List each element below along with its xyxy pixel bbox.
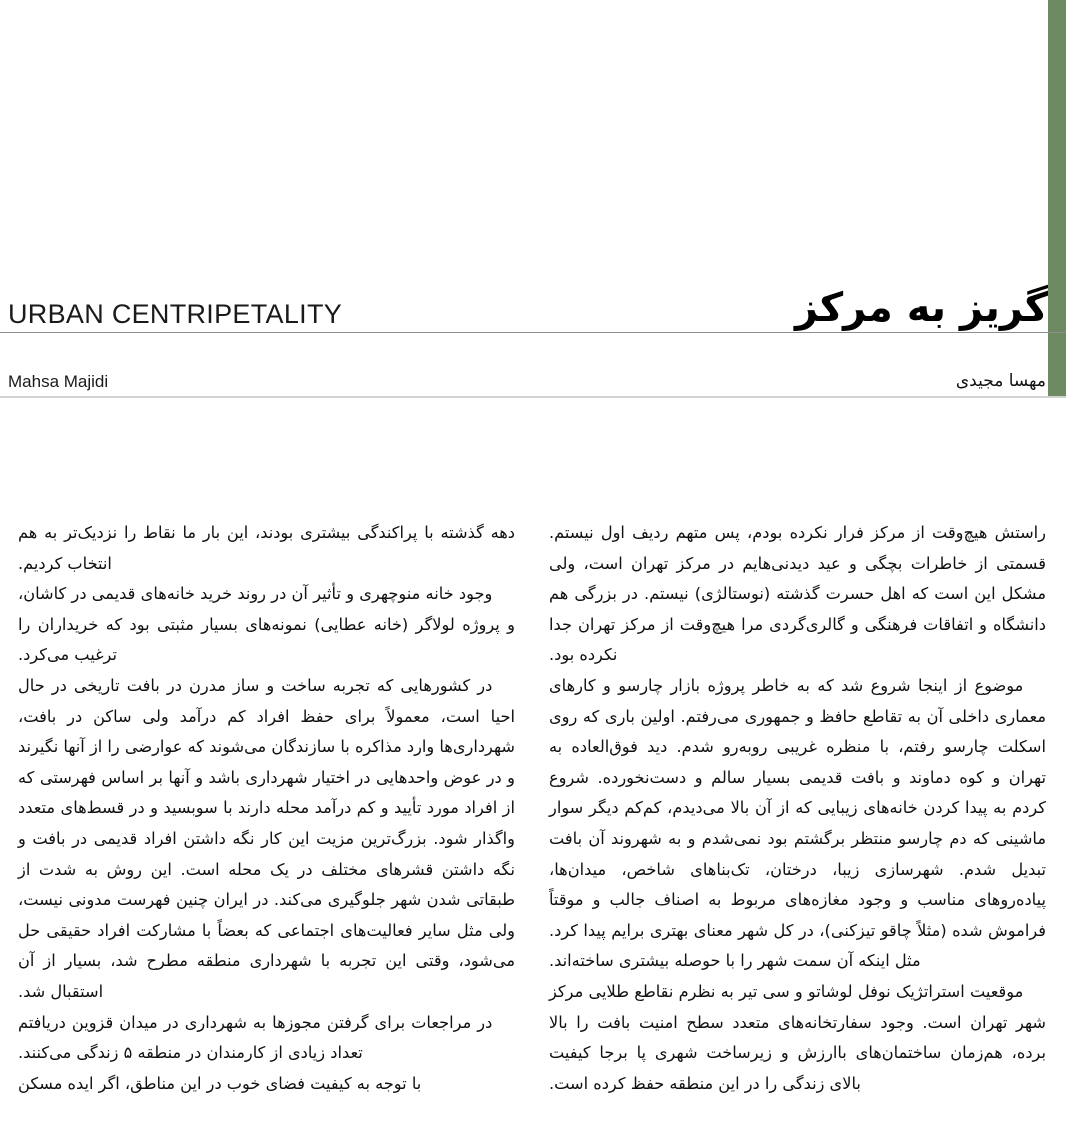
paragraph: وجود خانه منوچهری و تأثیر آن در روند خرید خانه‌های قدیمی در کاشان، و پروژه لولاگر (خانه عطایی) نمونه‌های بسیار مثبتی بود که خریداران را ترغیب می‌کرد. <box>18 584 515 665</box>
author-name-fa: مهسا مجیدی <box>955 371 1046 391</box>
paragraph: در مراجعات برای گرفتن مجوزها به شهرداری در میدان قزوین دریافتم تعداد زیادی از کارمندان در منطقه ۵ زندگی می‌کنند. <box>18 1012 493 1063</box>
body-column-right <box>549 518 1046 1099</box>
author-divider <box>0 396 1066 398</box>
author-name-en: Mahsa Majidi <box>8 372 109 391</box>
paragraph: دهه گذشته با پراکندگی بیشتری بودند، این بار ما نقاط را نزدیک‌تر به هم انتخاب کردیم. <box>18 523 515 573</box>
paragraph: در کشورهایی که تجربه ساخت و ساز مدرن در بافت تاریخی در حال احیا است، معمولاً برای حفظ افراد کم درآمد ولی ساکن در بافت، شهرداری‌ها وارد مذاکره با سازندگان می‌شوند که عوارضی را از آنها نگیرند و در عوض واحدهایی در اختیار شهرداری باشد و آنها بر اساس فهرستی که از افراد مورد تأیید و کم درآمد محله دارند با سوبسید و در قسط‌های متعدد واگذار شود. بزرگ‌ترین مزیت این کار نگه داشتن افراد قدیمی در بافت و نگه داشتن قشرهای مختلف در یک محله است. این روش به شدت از طبقاتی شدن شهر جلوگیری می‌کند. در ایران چنین فهرست مدونی نیست، ولی مثل سایر فعالیت‌های اجتماعی که بعضاً با مشارکت افراد حقیقی حل می‌شود، وقتی این تجربه با شهرداری منطقه مطرح شد، بسیار از آن استقبال شد. <box>18 675 515 1001</box>
article-body <box>0 518 1066 1122</box>
paragraph: با توجه به کیفیت فضای خوب در این مناطق، اگر ایده مسکن <box>18 1073 422 1093</box>
body-column-left <box>18 518 515 1099</box>
paragraph: موقعیت استراتژیک نوفل لوشاتو و سی تیر به نظرم نقاطع طلایی مرکز شهر تهران است. وجود سفارتخانه‌های متعدد سطح امنیت بافت را بالا برده، هم‌زمان ساختمان‌های باارزش و زیرساخت شهری پا برجا کیفیت بالای زندگی را در این منطقه حفظ کرده است. <box>549 981 1046 1093</box>
article-header <box>0 0 1066 410</box>
paragraph: موضوع از اینجا شروع شد که به خاطر پروژه بازار چارسو و کارهای معماری داخلی آن به تقاطع حافظ و جمهوری می‌رفتم. اولین باری که روی اسکلت چارسو رفتم، با منظره غریبی روبه‌رو شدم. دید فوق‌العاده به تهران و کوه دماوند و بافت قدیمی بسیار سالم و دست‌نخورده. شروع کردم به پیدا کردن خانه‌های زیبایی که از آن بالا می‌دیدم، کم‌کم دیگر سوار ماشینی که دم چارسو منتظر برگشتم بود نمی‌شدم و به شهروند آن بافت تبدیل شدم. شهرسازی زیبا، درختان، تک‌بناهای شاخص، میدان‌ها، پیاده‌روهای مناسب و وجود مغازه‌های مربوط به اصناف جالب و موقتاً فراموش شده (مثلاً چاقو تیزکنی)، در کل شهر معنای بهتری برایم پیدا کرد. مثل اینکه آن سمت شهر را با حوصله بیشتری ساخته‌اند. <box>549 675 1046 971</box>
author-row <box>0 368 1066 400</box>
paragraph: راستش هیچ‌وقت از مرکز فرار نکرده بودم، پس متهم ردیف اول نیستم. قسمتی از خاطرات بچگی و عید دیدنی‌هایم در مرکز تهران است، ولی مشکل این است که اهل حسرت گذشته (نوستالژی) نیستم. در بزرگی هم دانشگاه و اتفاقات فرهنگی و گالری‌گردی مرا هیچ‌وقت از مرکز تهران جدا نکرده بود. <box>549 523 1046 665</box>
page-title-en: URBAN CENTRIPETALITY <box>8 299 343 329</box>
title-row <box>0 285 1066 336</box>
page-title-fa: گریز به مرکز <box>795 285 1048 331</box>
